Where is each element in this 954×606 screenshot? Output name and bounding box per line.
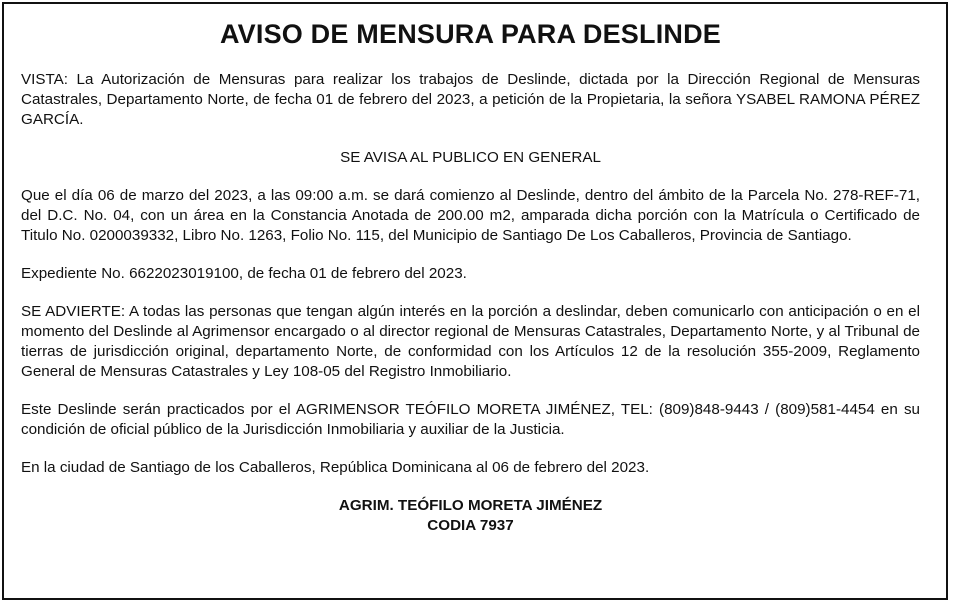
signature-name: AGRIM. TEÓFILO MORETA JIMÉNEZ	[338, 497, 603, 514]
signature-codia: CODIA 7937	[427, 517, 514, 534]
notice-title: AVISO DE MENSURA PARA DESLINDE	[219, 19, 722, 49]
paragraph-vista: VISTA: La Autorización de Mensuras para realizar los trabajos de Deslinde, dictada por la Dirección Regional de Mensuras Catastrales, Departamento Norte, de fecha 01 de febrero del 2023, a petición de la Propietaria, la señora YSABEL RAMONA PÉREZ GARCÍA.	[21, 71, 920, 128]
paragraph-surveyor: Este Deslinde serán practicados por el AGRIMENSOR TEÓFILO MORETA JIMÉNEZ, TEL: (809)848-9443 / (809)581-4454 en su condición de oficial público de la Jurisdicción Inmobiliaria y auxiliar de la Justicia.	[21, 401, 920, 438]
paragraph-public-notice: SE AVISA AL PUBLICO EN GENERAL	[340, 149, 601, 166]
paragraph-city-date: En la ciudad de Santiago de los Caballeros, República Dominicana al 06 de febrero del 2023.	[21, 459, 650, 476]
paragraph-warning: SE ADVIERTE: A todas las personas que tengan algún interés en la porción a deslindar, deben comunicarlo con anticipación o en el momento del Deslinde al Agrimensor encargado o al director regional de Mensuras Catastrales, Departamento Norte, y al Tribunal de tierras de jurisdicción original, departamento Norte, de conformidad con los Artículos 12 de la resolución 355-2009, Reglamento General de Mensuras Catastrales y Ley 108-05 del Registro Inmobiliario.	[21, 303, 920, 380]
signature-block	[21, 496, 920, 536]
paragraph-survey-date: Que el día 06 de marzo del 2023, a las 09:00 a.m. se dará comienzo al Deslinde, dentro del ámbito de la Parcela No. 278-REF-71, del D.C. No. 04, con un área en la Constancia Anotada de 200.00 m2, amparada dicha porción con la Matrícula o Certificado de Titulo No. 0200039332, Libro No. 1263, Folio No. 115, del Municipio de Santiago De Los Caballeros, Provincia de Santiago.	[21, 187, 920, 244]
paragraph-file-number: Expediente No. 6622023019100, de fecha 01 de febrero del 2023.	[21, 265, 467, 282]
legal-notice	[2, 2, 948, 600]
